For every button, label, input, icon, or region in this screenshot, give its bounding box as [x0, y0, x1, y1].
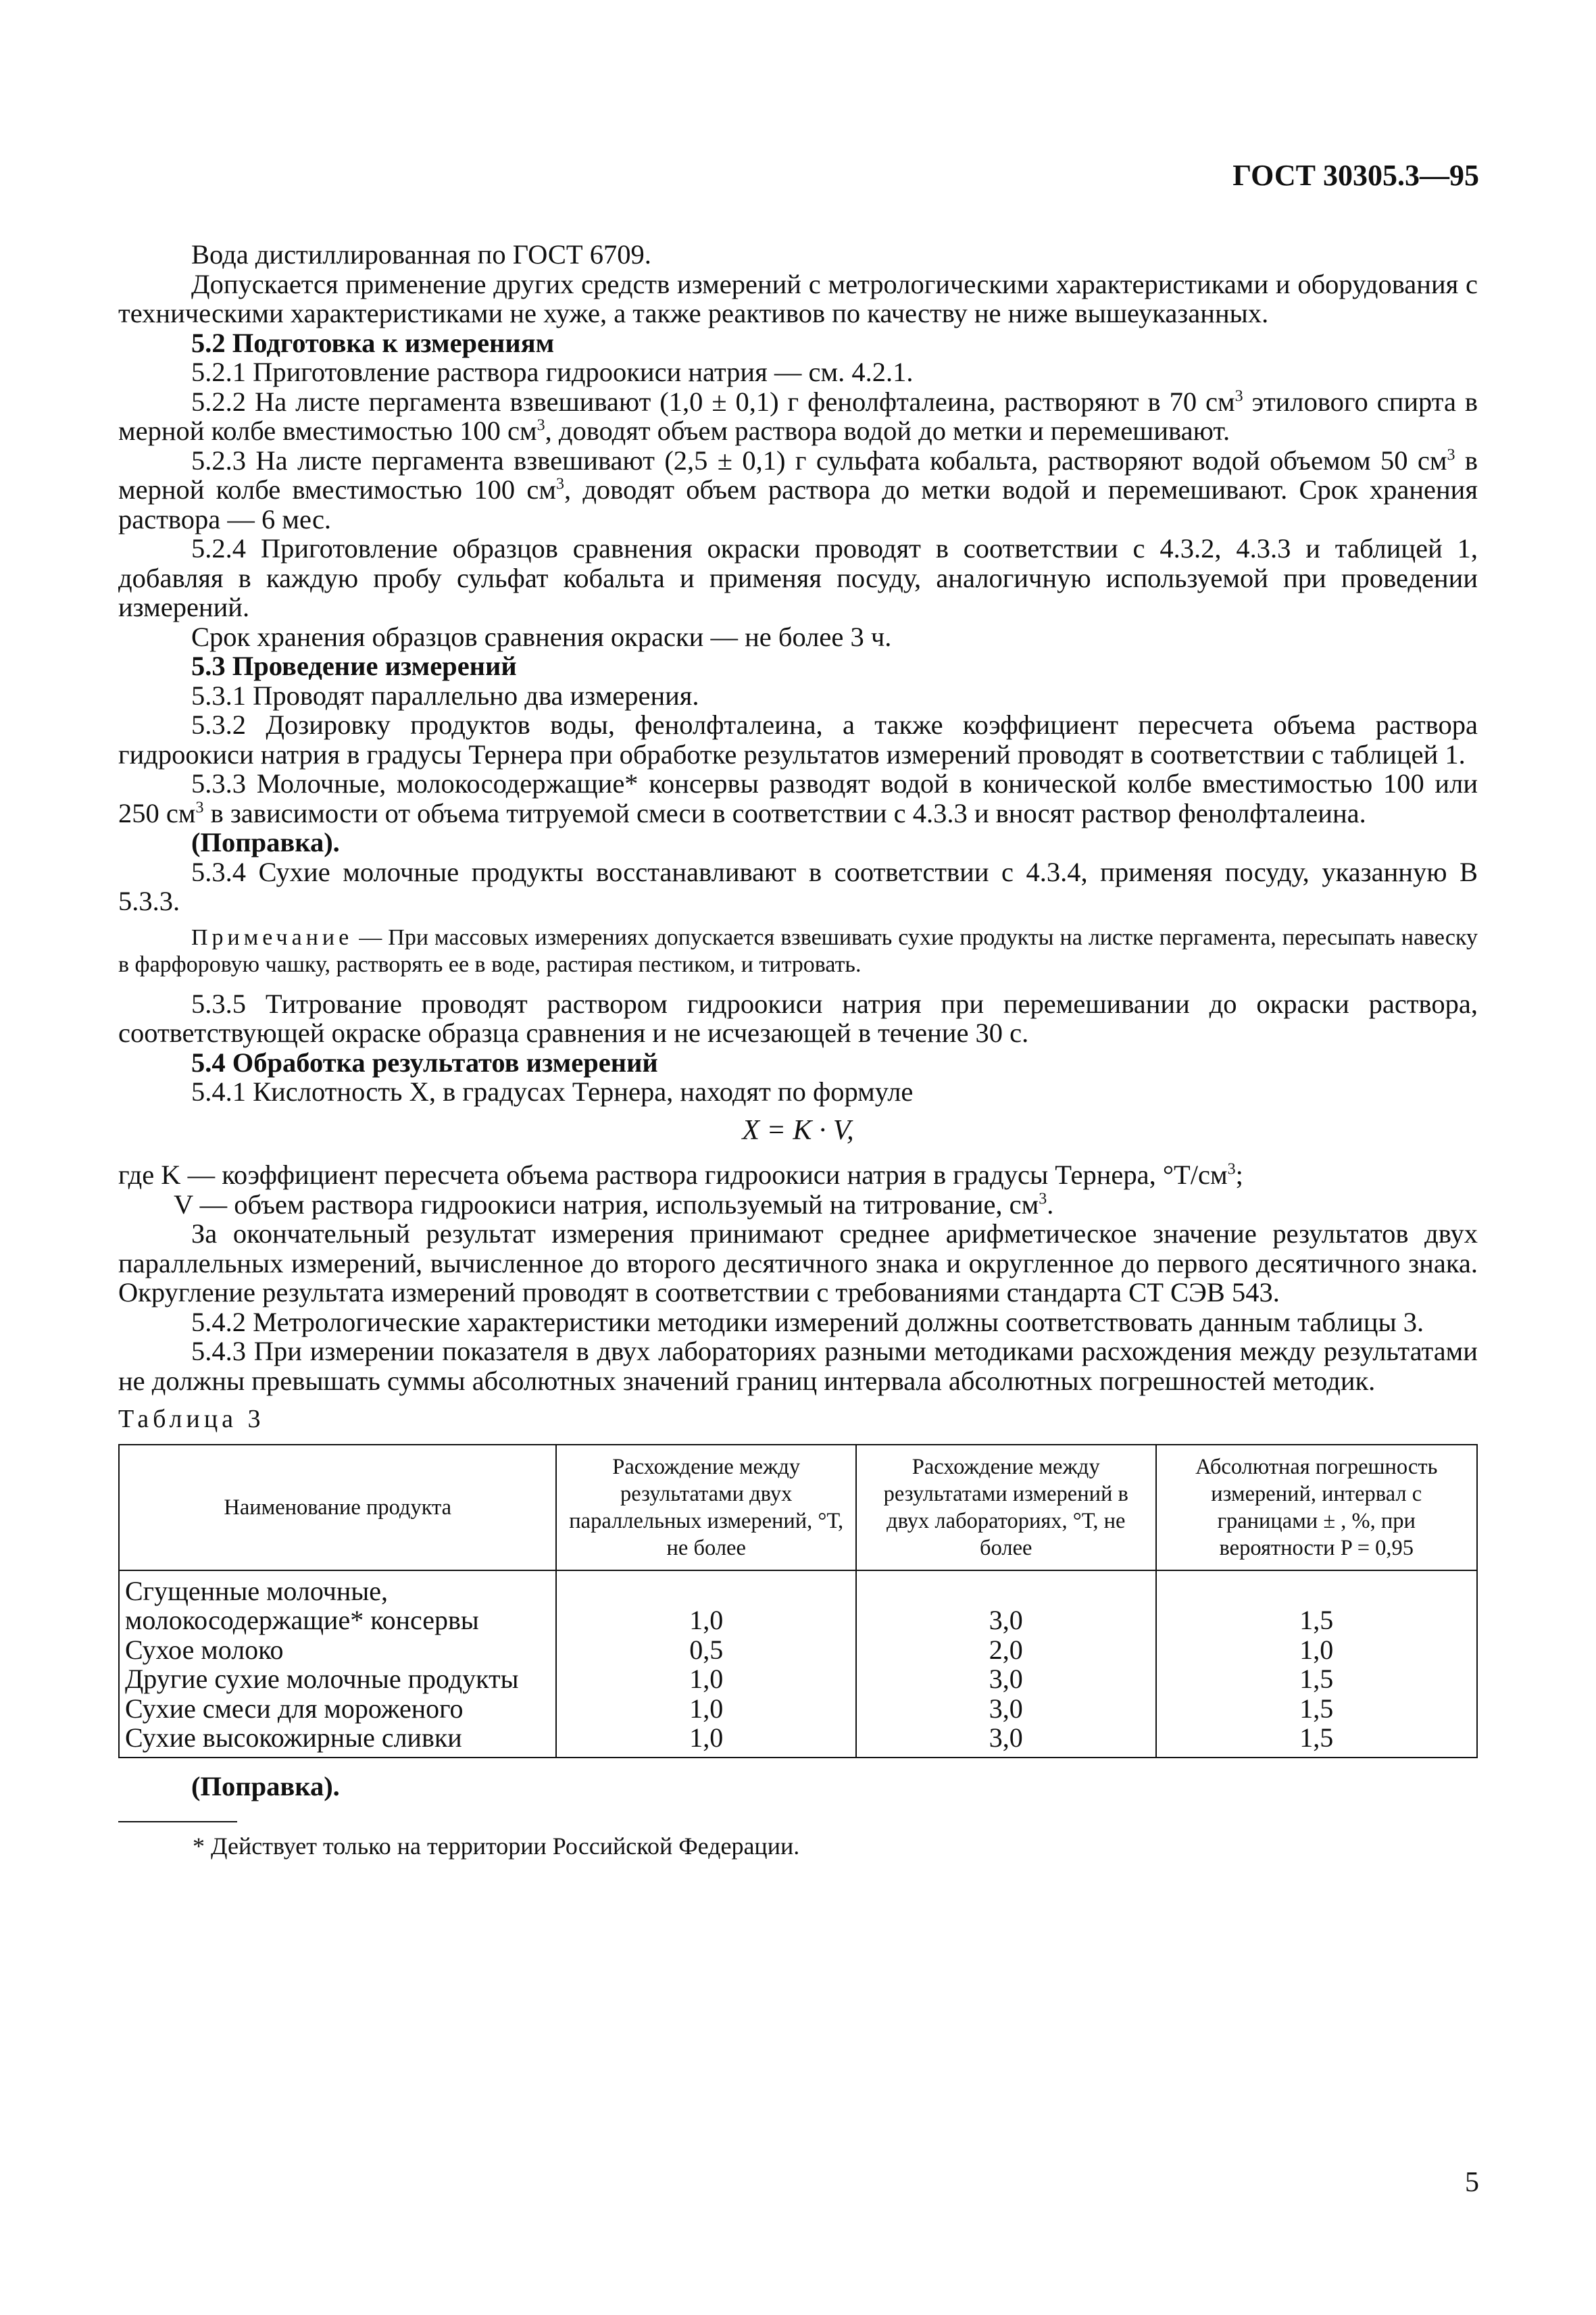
paragraph: 5.3.5 Титрование проводят раствором гидроокиси натрия при перемешивании до окраски раствора, соответствующей окраске образца сравнения и не исчезающей в течение 30 с. — [118, 988, 1478, 1048]
table-caption: Таблица 3 — [118, 1405, 265, 1433]
column-header: Расхождение между результатами измерений в двух лабораториях, °Т, не более — [856, 1445, 1156, 1570]
paragraph: 5.2.4 Приготовление образцов сравнения окраски проводят в соответствии с 4.3.2, 4.3.3 и таблицей 1, добавляя в каждую пробу сульфат кобальта и применяя посуду, аналогичную используемой при проведении измерений. — [118, 533, 1478, 622]
paragraph: За окончательный результат измерения принимают среднее арифметическое значение результатов двух параллельных измерений, вычисленное до второго десятичного знака и округленное до первого десятичного знака. Округление результата измерений проводят в соответствии с требованиями стандарта СТ СЭВ 543. — [118, 1218, 1478, 1308]
formula-legend-v — [118, 1190, 1478, 1220]
value-cell: 1,0 — [556, 1605, 856, 1635]
paragraph: 5.4.1 Кислотность X, в градусах Тернера, находят по формуле — [191, 1076, 914, 1107]
value-cell: 1,5 — [1156, 1664, 1477, 1694]
table-row — [119, 1570, 1477, 1606]
note-text: — При массовых измерениях допускается взвешивать сухие продукты на листке пергамента, пересыпать навеску в фарфоровую чашку, растворять ее в воде, растирая пестиком, и титровать. — [118, 924, 1478, 977]
superscript: 3 — [1447, 446, 1455, 464]
paragraph: 5.2.1 Приготовление раствора гидроокиси натрия — см. 4.2.1. — [191, 357, 914, 387]
value-cell: 1,5 — [1156, 1605, 1477, 1635]
text-run: , доводят объем раствора водой до метки и перемешивают. — [545, 416, 1230, 446]
value-cell: 3,0 — [856, 1605, 1156, 1635]
paragraph: 5.3.4 Сухие молочные продукты восстанавливают в соответствии с 4.3.4, применяя посуду, указанную В 5.3.3. — [118, 856, 1478, 916]
section-heading: 5.3 Проведение измерений — [191, 651, 517, 681]
value-cell: 1,5 — [1156, 1723, 1477, 1758]
amendment-note: (Поправка). — [191, 1770, 340, 1801]
paragraph — [118, 446, 1478, 534]
column-header: Наименование продукта — [119, 1445, 556, 1570]
product-name-cell: Сухое молоко — [119, 1635, 556, 1665]
table-row — [119, 1694, 1477, 1724]
paragraph: Срок хранения образцов сравнения окраски — не более 3 ч. — [191, 621, 892, 652]
amendment-note: (Поправка). — [191, 827, 340, 857]
section-heading: 5.4 Обработка результатов измерений — [191, 1047, 658, 1078]
superscript: 3 — [1235, 387, 1243, 405]
text-run: в зависимости от объема титруемой смеси в соответствии с 4.3.3 и вносят раствор фенолфталеина. — [203, 797, 1366, 828]
table-header-row — [119, 1445, 1477, 1570]
metrology-table — [118, 1444, 1478, 1758]
formula: X = K · V, — [742, 1114, 854, 1146]
superscript: 3 — [1039, 1190, 1047, 1208]
table-row — [119, 1664, 1477, 1694]
document-header: ГОСТ 30305.3—95 — [1232, 159, 1479, 192]
value-cell: 1,0 — [556, 1723, 856, 1758]
product-name-cell: молокосодержащие* консервы — [119, 1605, 556, 1635]
product-name-cell: Сухие высокожирные сливки — [119, 1723, 556, 1758]
section-heading: 5.2 Подготовка к измерениям — [191, 327, 555, 358]
value-cell: 0,5 — [556, 1635, 856, 1665]
paragraph — [118, 769, 1478, 828]
paragraph: 5.4.3 При измерении показателя в двух лабораториях разными методиками расхождения между результатами не должны превышать суммы абсолютных значений границ интервала абсолютных погрешностей методик. — [118, 1336, 1478, 1396]
value-cell: 2,0 — [856, 1635, 1156, 1665]
formula-legend-k — [118, 1160, 1478, 1190]
value-cell: 3,0 — [856, 1694, 1156, 1724]
page-number: 5 — [1465, 2167, 1479, 2198]
table-row — [119, 1635, 1477, 1665]
superscript: 3 — [1227, 1160, 1236, 1178]
text-run: ; — [1235, 1160, 1243, 1190]
paragraph: Вода дистиллированная по ГОСТ 6709. — [191, 239, 651, 270]
product-name-cell: Сгущенные молочные, — [119, 1570, 556, 1606]
value-cell — [856, 1570, 1156, 1606]
document-body — [118, 240, 1478, 1862]
text-run: . — [1047, 1189, 1054, 1220]
paragraph: 5.4.2 Метрологические характеристики методики измерений должны соответствовать данным таблицы 3. — [191, 1306, 1424, 1337]
text-run: 5.2.2 На листе пергамента взвешивают (1,0 ± 0,1) г фенолфталеина, растворяют в 70 см — [191, 386, 1235, 417]
value-cell: 1,0 — [556, 1664, 856, 1694]
text-run: этилового спирта в мерной колбе вместимостью 100 см — [118, 386, 1478, 446]
text-run: V — объем раствора гидроокиси натрия, используемый на титрование, см — [174, 1189, 1039, 1220]
text-run: где K — коэффициент пересчета объема раствора гидроокиси натрия в градусы Тернера, °Т/см — [118, 1160, 1228, 1190]
column-header: Расхождение между результатами двух параллельных измерений, °Т, не более — [556, 1445, 856, 1570]
paragraph: 5.3.1 Проводят параллельно два измерения. — [191, 680, 699, 711]
product-name-cell: Сухие смеси для мороженого — [119, 1694, 556, 1724]
column-header: Абсолютная погрешность измерений, интервал с границами ± , %, при вероятности P = 0,95 — [1156, 1445, 1477, 1570]
value-cell — [1156, 1570, 1477, 1606]
text-run: , доводят объем раствора до метки водой и перемешивают. Срок хранения раствора — 6 мес. — [118, 474, 1478, 534]
table-row — [119, 1605, 1477, 1635]
footnote: * Действует только на территории Российской Федерации. — [193, 1833, 800, 1860]
paragraph: Допускается применение других средств измерений с метрологическими характеристиками и оборудования с техническими характеристиками не хуже, а также реактивов по качеству не ниже вышеуказанных. — [118, 268, 1478, 328]
paragraph: 5.3.2 Дозировку продуктов воды, фенолфталеина, а также коэффициент пересчета объема раствора гидроокиси натрия в градусы Тернера при обработке результатов измерений проводят в соответствии с таблицей 1. — [118, 710, 1478, 770]
value-cell: 3,0 — [856, 1723, 1156, 1758]
table-row — [119, 1723, 1477, 1758]
superscript: 3 — [555, 475, 564, 493]
text-run: 5.2.3 На листе пергамента взвешивают (2,5 ± 0,1) г сульфата кобальта, растворяют водой объемом 50 см — [191, 445, 1447, 476]
note-label: Примечание — [191, 924, 353, 950]
footnote-divider — [118, 1821, 237, 1822]
superscript: 3 — [537, 416, 545, 434]
value-cell: 3,0 — [856, 1664, 1156, 1694]
value-cell — [556, 1570, 856, 1606]
value-cell: 1,0 — [1156, 1635, 1477, 1665]
note — [118, 924, 1478, 978]
superscript: 3 — [195, 799, 204, 816]
value-cell: 1,5 — [1156, 1694, 1477, 1724]
text-run: 5.3.3 Молочные, молокосодержащие* консервы разводят водой в конической колбе вместимостью 100 или 250 см — [118, 768, 1478, 828]
text-run: в мерной колбе вместимостью 100 см — [118, 445, 1478, 505]
paragraph — [118, 387, 1478, 446]
product-name-cell: Другие сухие молочные продукты — [119, 1664, 556, 1694]
value-cell: 1,0 — [556, 1694, 856, 1724]
